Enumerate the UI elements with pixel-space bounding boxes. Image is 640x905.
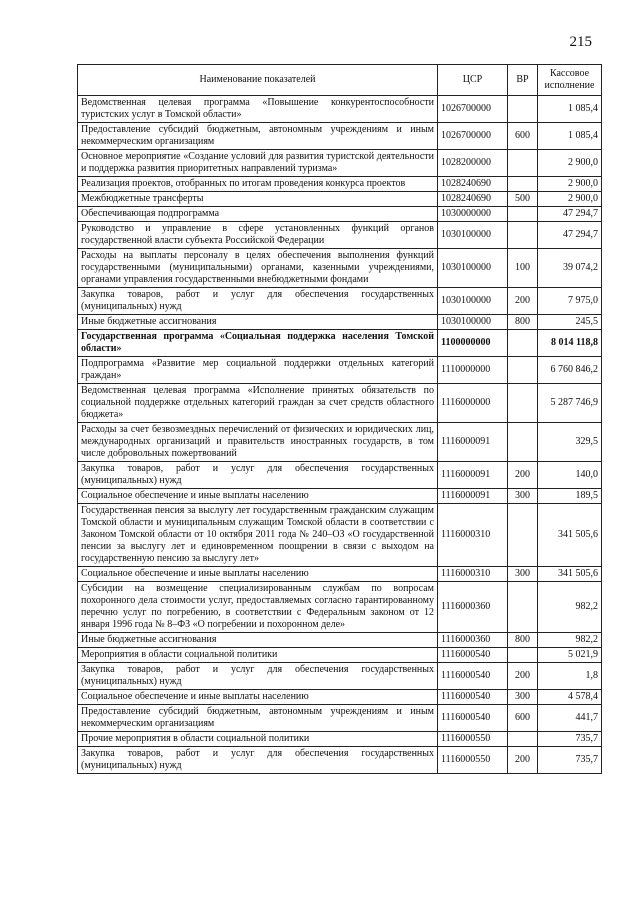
row-csr-cell: 1116000310 — [438, 567, 508, 582]
row-name-cell: Мероприятия в области социальной политики — [78, 648, 438, 663]
row-name-cell: Закупка товаров, работ и услуг для обеспечения государственных (муниципальных) нужд — [78, 747, 438, 774]
row-csr-cell: 1030000000 — [438, 207, 508, 222]
row-csr-cell: 1116000360 — [438, 582, 508, 633]
row-vr-cell — [508, 222, 538, 249]
row-name-cell: Прочие мероприятия в области социальной политики — [78, 732, 438, 747]
table-row — [78, 663, 602, 690]
row-vr-cell: 300 — [508, 690, 538, 705]
row-name-cell: Государственная программа «Социальная поддержка населения Томской области» — [78, 330, 438, 357]
row-csr-cell: 1030100000 — [438, 288, 508, 315]
row-vr-cell — [508, 648, 538, 663]
row-vr-cell: 600 — [508, 705, 538, 732]
page-number: 215 — [569, 34, 592, 50]
row-sum-cell: 441,7 — [538, 705, 602, 732]
row-name-cell: Иные бюджетные ассигнования — [78, 633, 438, 648]
table-row — [78, 705, 602, 732]
row-sum-cell: 1 085,4 — [538, 123, 602, 150]
row-name-cell: Социальное обеспечение и иные выплаты населению — [78, 567, 438, 582]
table-row — [78, 192, 602, 207]
row-vr-cell — [508, 423, 538, 462]
row-sum-cell: 47 294,7 — [538, 207, 602, 222]
row-name-cell: Обеспечивающая подпрограмма — [78, 207, 438, 222]
row-sum-cell: 341 505,6 — [538, 504, 602, 567]
row-sum-cell: 1,8 — [538, 663, 602, 690]
row-name-cell: Предоставление субсидий бюджетным, автономным учреждениям и иным некоммерческим организациям — [78, 123, 438, 150]
table-header-row — [78, 65, 602, 96]
row-vr-cell: 200 — [508, 747, 538, 774]
row-name-cell: Подпрограмма «Развитие мер социальной поддержки отдельных категорий граждан» — [78, 357, 438, 384]
row-csr-cell: 1116000360 — [438, 633, 508, 648]
row-vr-cell: 800 — [508, 315, 538, 330]
row-vr-cell: 500 — [508, 192, 538, 207]
row-sum-cell: 140,0 — [538, 462, 602, 489]
row-sum-cell: 6 760 846,2 — [538, 357, 602, 384]
row-vr-cell: 300 — [508, 567, 538, 582]
row-name-cell: Реализация проектов, отобранных по итогам проведения конкурса проектов — [78, 177, 438, 192]
table-row — [78, 330, 602, 357]
row-sum-cell: 5 287 746,9 — [538, 384, 602, 423]
row-csr-cell: 1116000091 — [438, 489, 508, 504]
table-row — [78, 423, 602, 462]
row-csr-cell: 1110000000 — [438, 357, 508, 384]
table-row — [78, 690, 602, 705]
row-name-cell: Закупка товаров, работ и услуг для обеспечения государственных (муниципальных) нужд — [78, 663, 438, 690]
row-vr-cell — [508, 384, 538, 423]
table-row — [78, 648, 602, 663]
table-row — [78, 567, 602, 582]
row-vr-cell: 100 — [508, 249, 538, 288]
table-row — [78, 315, 602, 330]
row-csr-cell: 1028200000 — [438, 150, 508, 177]
header-vr: ВР — [508, 65, 538, 96]
row-csr-cell: 1030100000 — [438, 249, 508, 288]
table-body — [78, 96, 602, 774]
row-sum-cell: 8 014 118,8 — [538, 330, 602, 357]
table-row — [78, 177, 602, 192]
row-sum-cell: 735,7 — [538, 732, 602, 747]
row-csr-cell: 1028240690 — [438, 177, 508, 192]
row-sum-cell: 5 021,9 — [538, 648, 602, 663]
row-sum-cell: 341 505,6 — [538, 567, 602, 582]
row-name-cell: Социальное обеспечение и иные выплаты населению — [78, 489, 438, 504]
row-csr-cell: 1116000091 — [438, 423, 508, 462]
row-name-cell: Основное мероприятие «Создание условий для развития туристской деятельности и поддержка развития приоритетных направлений туризма» — [78, 150, 438, 177]
row-name-cell: Ведомственная целевая программа «Исполнение принятых обязательств по социальной поддержке отдельных категорий граждан за счет средств областного бюджета» — [78, 384, 438, 423]
row-name-cell: Руководство и управление в сфере установленных функций органов государственной власти субъекта Российской Федерации — [78, 222, 438, 249]
row-name-cell: Расходы на выплаты персоналу в целях обеспечения выполнения функций государственными (муниципальными) органами, казенными учреждениями, органами управления государственными внебюджетными фондами — [78, 249, 438, 288]
row-vr-cell — [508, 504, 538, 567]
row-sum-cell: 2 900,0 — [538, 192, 602, 207]
row-sum-cell: 39 074,2 — [538, 249, 602, 288]
row-name-cell: Государственная пенсия за выслугу лет государственным гражданским служащим Томской области и муниципальным служащим Томской области в соответствии с Законом Томской области от 10 октября 2011 года № 240–ОЗ «О государственной пенсии за выслугу лет и единовременном поощрении в связи с выходом на государственную пенсию за выслугу лет» — [78, 504, 438, 567]
row-csr-cell: 1116000550 — [438, 732, 508, 747]
row-sum-cell: 1 085,4 — [538, 96, 602, 123]
table-row — [78, 357, 602, 384]
budget-table — [77, 64, 602, 774]
row-vr-cell — [508, 177, 538, 192]
row-csr-cell: 1030100000 — [438, 222, 508, 249]
row-sum-cell: 189,5 — [538, 489, 602, 504]
row-vr-cell — [508, 582, 538, 633]
row-vr-cell: 300 — [508, 489, 538, 504]
row-sum-cell: 2 900,0 — [538, 177, 602, 192]
row-name-cell: Социальное обеспечение и иные выплаты населению — [78, 690, 438, 705]
row-name-cell: Закупка товаров, работ и услуг для обеспечения государственных (муниципальных) нужд — [78, 288, 438, 315]
table-row — [78, 96, 602, 123]
row-csr-cell: 1026700000 — [438, 123, 508, 150]
row-sum-cell: 245,5 — [538, 315, 602, 330]
row-sum-cell: 982,2 — [538, 582, 602, 633]
row-sum-cell: 735,7 — [538, 747, 602, 774]
row-csr-cell: 1116000310 — [438, 504, 508, 567]
row-csr-cell: 1116000540 — [438, 648, 508, 663]
row-name-cell: Ведомственная целевая программа «Повышение конкурентоспособности туристских услуг в Томской области» — [78, 96, 438, 123]
row-vr-cell: 200 — [508, 663, 538, 690]
row-name-cell: Иные бюджетные ассигнования — [78, 315, 438, 330]
table-row — [78, 150, 602, 177]
row-name-cell: Предоставление субсидий бюджетным, автономным учреждениям и иным некоммерческим организациям — [78, 705, 438, 732]
row-csr-cell: 1116000540 — [438, 663, 508, 690]
table-row — [78, 123, 602, 150]
row-vr-cell — [508, 357, 538, 384]
table-row — [78, 207, 602, 222]
row-vr-cell: 200 — [508, 288, 538, 315]
row-vr-cell: 200 — [508, 462, 538, 489]
row-csr-cell: 1030100000 — [438, 315, 508, 330]
table-row — [78, 582, 602, 633]
table-row — [78, 222, 602, 249]
table-row — [78, 489, 602, 504]
table-row — [78, 732, 602, 747]
row-name-cell: Закупка товаров, работ и услуг для обеспечения государственных (муниципальных) нужд — [78, 462, 438, 489]
row-sum-cell: 329,5 — [538, 423, 602, 462]
row-name-cell: Субсидии на возмещение специализированным службам по вопросам похоронного дела стоимости услуг, предоставляемых согласно гарантированному перечню услуг по погребению, в соответствии с Федеральным законом от 12 января 1996 года № 8–ФЗ «О погребении и похоронном деле» — [78, 582, 438, 633]
row-csr-cell: 1116000000 — [438, 384, 508, 423]
row-csr-cell: 1028240690 — [438, 192, 508, 207]
row-csr-cell: 1116000540 — [438, 705, 508, 732]
row-sum-cell: 2 900,0 — [538, 150, 602, 177]
table-row — [78, 288, 602, 315]
row-sum-cell: 7 975,0 — [538, 288, 602, 315]
row-csr-cell: 1116000091 — [438, 462, 508, 489]
row-vr-cell — [508, 96, 538, 123]
table-row — [78, 633, 602, 648]
table-row — [78, 747, 602, 774]
row-name-cell: Расходы за счет безвозмездных перечислений от физических и юридических лиц, международных организаций и правительств иностранных государств, в том числе добровольных пожертвований — [78, 423, 438, 462]
row-vr-cell: 800 — [508, 633, 538, 648]
header-sum: Кассовое исполнение — [538, 65, 602, 96]
row-name-cell: Межбюджетные трансферты — [78, 192, 438, 207]
table-row — [78, 384, 602, 423]
header-csr: ЦСР — [438, 65, 508, 96]
row-vr-cell: 600 — [508, 123, 538, 150]
row-csr-cell: 1026700000 — [438, 96, 508, 123]
row-csr-cell: 1100000000 — [438, 330, 508, 357]
row-vr-cell — [508, 330, 538, 357]
row-csr-cell: 1116000550 — [438, 747, 508, 774]
row-sum-cell: 4 578,4 — [538, 690, 602, 705]
row-sum-cell: 982,2 — [538, 633, 602, 648]
table-row — [78, 504, 602, 567]
table-row — [78, 462, 602, 489]
row-csr-cell: 1116000540 — [438, 690, 508, 705]
row-vr-cell — [508, 732, 538, 747]
table-row — [78, 249, 602, 288]
row-vr-cell — [508, 207, 538, 222]
row-sum-cell: 47 294,7 — [538, 222, 602, 249]
row-vr-cell — [508, 150, 538, 177]
header-name: Наименование показателей — [78, 65, 438, 96]
